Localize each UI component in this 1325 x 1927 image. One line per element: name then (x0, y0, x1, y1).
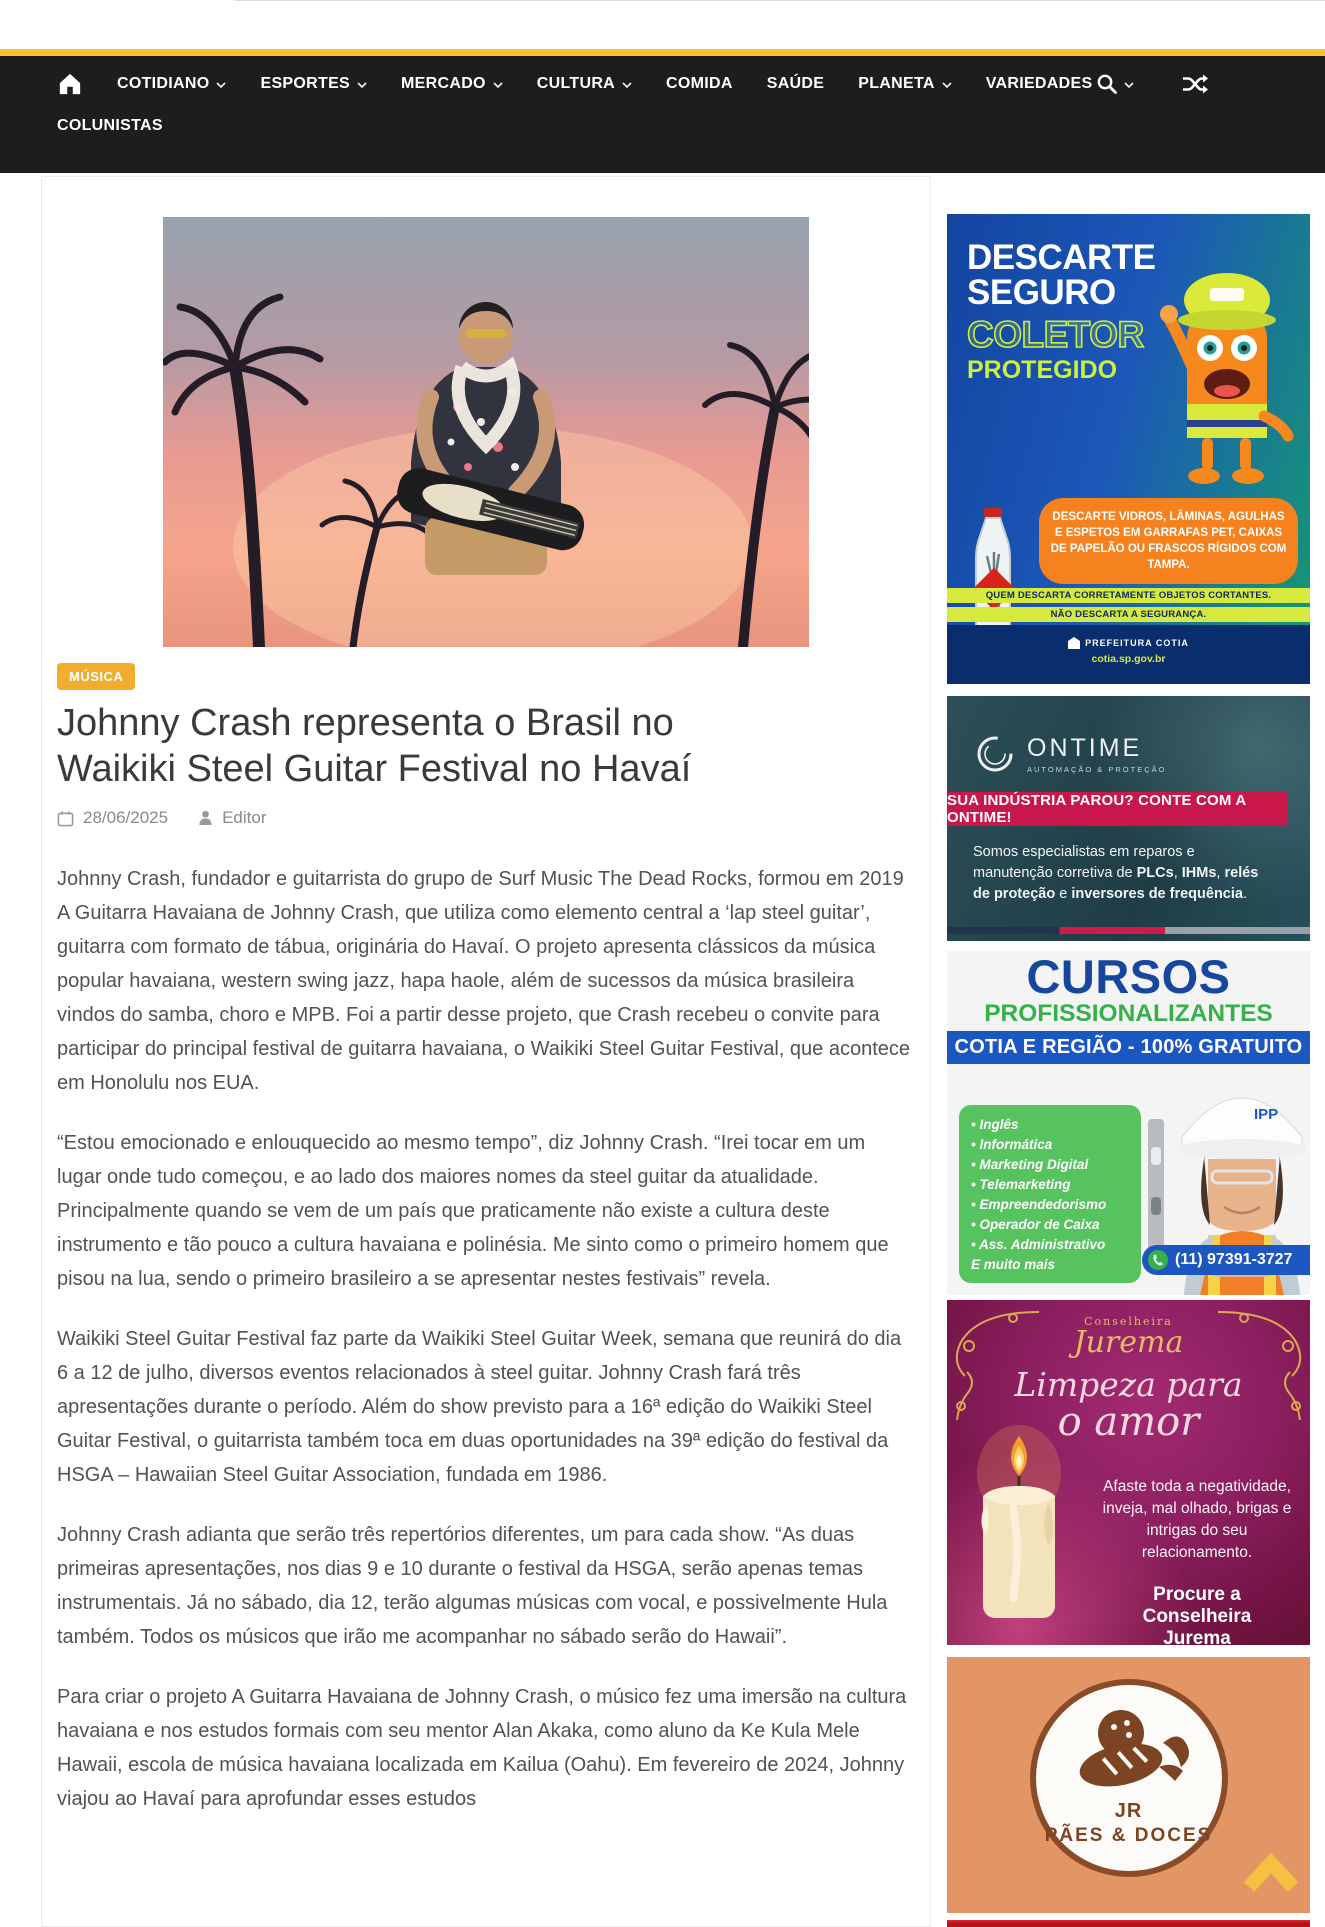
chevron-down-icon (216, 82, 226, 89)
nav-item-saude[interactable] (767, 75, 825, 93)
ad-banner: SUA INDÚSTRIA PAROU? CONTE COM A ONTIME! (947, 792, 1288, 826)
ad-headline (967, 240, 1156, 383)
ad-subtitle: PROFISSIONALIZANTES (984, 1000, 1273, 1027)
mascot-illustration (1152, 248, 1302, 488)
main-navbar (0, 56, 1325, 173)
carousel-progress-bar (947, 927, 1310, 934)
gold-ornament-icon (1214, 1306, 1304, 1426)
course-item: • Operador de Caixa (971, 1215, 1135, 1235)
ad-footer (947, 625, 1310, 684)
article-paragraph: Johnny Crash, fundador e guitarrista do grupo de Surf Music The Dead Rocks, formou em 2019 A Guitarra Havaiana de Johnny Crash, que utiliza como elemento central a ‘lap steel guitar’, guitarra com formato de tábua, originária do Havaí. O projeto apresenta clássicos da música popular havaiana, western swing jazz, hapa haole, além de sucessos da música brasileira vindos do samba, choro e MPB. Foi a partir desse projeto, que Crash recebeu o convite para participar do principal festival de guitarra havaiana, o Waikiki Steel Guitar Festival, que acontece em Honolulu nos EUA. (57, 868, 911, 1094)
search-button[interactable] (1096, 73, 1134, 95)
ad-descarte-seguro[interactable] (947, 214, 1310, 684)
article-date: 28/06/2025 (83, 808, 169, 827)
article-paragraph: Johnny Crash adianta que serão três repertórios diferentes, um para cada show. “As duas primeiras apresentações, nos dias 9 e 10 durante o festival da HSGA, serão apenas temas instrumentais. Já no sábado, dia 12, terão algumas músicas com vocal, e possivelmente Hula também. Todos os músicos que irão me acompanhar no sábado serão do Hawaii”. (57, 1524, 888, 1648)
user-icon (198, 810, 213, 826)
home-button[interactable] (57, 72, 83, 96)
nav-item-cultura[interactable] (537, 75, 632, 93)
nav-row-1 (0, 56, 1325, 96)
course-item: • Informática (971, 1135, 1135, 1155)
nav-item-planeta[interactable] (858, 75, 951, 93)
top-divider (235, 0, 1325, 1)
bread-icon (1059, 1707, 1199, 1793)
category-badge[interactable]: MÚSICA (57, 663, 135, 690)
ontime-ring-icon (973, 732, 1017, 776)
course-list (971, 1115, 1135, 1275)
bakery-initials: JR (1114, 1800, 1143, 1822)
ad-text: SEGURO (967, 273, 1116, 312)
article-meta (57, 808, 915, 828)
ad-title: CURSOS (1026, 951, 1231, 1003)
bakery-logo-circle (1030, 1679, 1228, 1877)
article-paragraph: Waikiki Steel Guitar Festival faz parte da Waikiki Steel Guitar Week, semana que reunirá do dia 6 a 12 de julho, diversos eventos relacionados à steel guitar. Johnny Crash fará três apresentações durante o período. Além do show previsto para a 16ª edição do Waikiki Steel Guitar Festival, o guitarrista também toca em duas oportunidades na 39ª edição do festival da HSGA – Hawaiian Steel Guitar Association, fundada em 1986. (57, 1328, 902, 1486)
course-item: • Inglês (971, 1115, 1135, 1135)
course-item: • Marketing Digital (971, 1155, 1135, 1175)
nav-label: COTIDIANO (117, 75, 210, 92)
course-item: E muito mais (971, 1257, 1056, 1272)
chevron-down-icon (493, 82, 503, 89)
city-emblem-icon (1068, 637, 1080, 649)
nav-item-mercado[interactable] (401, 75, 503, 93)
ad-text: PROTEGIDO (967, 356, 1118, 384)
nav-label: SAÚDE (766, 75, 825, 92)
nav-label: COLUNISTAS (57, 117, 163, 134)
nav-label: COMIDA (666, 75, 733, 92)
ad-body: Afaste toda a negatividade, inveja, mal olhado, brigas e intrigas do seu relacionamento. (1102, 1478, 1292, 1561)
nav-item-esportes[interactable] (260, 75, 367, 93)
search-icon (1096, 73, 1118, 95)
nav-item-colunistas[interactable] (57, 117, 1325, 135)
article-card (41, 176, 931, 1927)
calendar-icon (57, 810, 74, 827)
course-item: • Ass. Administrativo (971, 1235, 1135, 1255)
ad-tagline: AUTOMAÇÃO & PROTEÇÃO (1027, 765, 1167, 774)
nav-label: PLANETA (858, 75, 935, 92)
ad-cta: Procure a Conselheira Jurema (1142, 1584, 1252, 1645)
org-name (947, 637, 1310, 649)
scroll-top-icon (1242, 1846, 1300, 1892)
ad-cursos-profissionalizantes[interactable] (947, 951, 1310, 1295)
shuffle-icon (1182, 73, 1208, 95)
ad-text: COLETOR (967, 314, 1144, 355)
article-featured-image (163, 217, 809, 647)
whatsapp-phone-banner (1142, 1245, 1310, 1275)
site-url: cotia.sp.gov.br (1091, 653, 1166, 665)
ad-strip: NÃO DESCARTA A SEGURANÇA. (947, 607, 1310, 622)
accent-bar (0, 49, 1325, 56)
nav-item-comida[interactable] (666, 75, 733, 93)
ad-ontime[interactable] (947, 696, 1310, 941)
gold-ornament-icon (953, 1306, 1043, 1426)
nav-row-2 (0, 96, 1325, 135)
ad-title: Limpeza para (1014, 1365, 1243, 1404)
course-item: • Empreendedorismo (971, 1195, 1135, 1215)
chevron-down-icon (622, 82, 632, 89)
course-item: • Telemarketing (971, 1175, 1135, 1195)
course-list-panel (959, 1105, 1141, 1283)
ad-text: PREFEITURA COTIA (1085, 638, 1189, 648)
ad-text: Jurema (1073, 1325, 1184, 1360)
nav-label: VARIEDADES (985, 75, 1093, 92)
nav-item-cotidiano[interactable] (117, 75, 226, 93)
home-icon (57, 72, 83, 96)
article-title: Johnny Crash representa o Brasil no Waikiki Steel Guitar Festival no Havaí (57, 702, 692, 790)
random-post-button[interactable] (1182, 73, 1208, 95)
chevron-down-icon (942, 82, 952, 89)
ontime-logo (973, 732, 1166, 776)
chevron-down-icon (1124, 82, 1134, 89)
nav-label: MERCADO (401, 75, 486, 92)
article-paragraph: “Estou emocionado e enlouquecido ao mesmo tempo”, diz Johnny Crash. “Irei tocar em um lugar onde tudo começou, e ao lado dos maiores nomes da steel guitar da atualidade. Principalmente quando se vem de um país que praticamente não existe a cultura deste instrumento e tão pouco a cultura havaiana e polinésia. Me sinto como o primeiro homem que pisou na lua, sendo o primeiro brasileiro a se apresentar nestes festivais” revela. (57, 1132, 889, 1290)
article-author-link[interactable]: Editor (222, 808, 267, 827)
nav-label: ESPORTES (260, 75, 351, 92)
candle-illustration (957, 1418, 1087, 1633)
ad-title: o amor (1057, 1399, 1200, 1445)
ad-conselheira-jurema[interactable] (947, 1300, 1310, 1645)
whatsapp-icon (1147, 1249, 1169, 1271)
bakery-name: PÃES & DOCES (1044, 1825, 1213, 1846)
ad-body: Somos especialistas em reparos e manutenção corretiva de PLCs, IHMs, relés de proteção e inversores de frequência. (973, 844, 1259, 902)
helmet-logo-text: IPP (1254, 1106, 1279, 1123)
ad-callout: DESCARTE VIDROS, LÂMINAS, AGULHAS E ESPETOS EM GARRAFAS PET, CAIXAS DE PAPELÃO OU FRASCOS RÍGIDOS COM TAMPA. (1039, 498, 1298, 584)
ad-partial-bottom[interactable] (947, 1920, 1310, 1927)
article-paragraph: Para criar o projeto A Guitarra Havaiana de Johnny Crash, o músico fez uma imersão na cultura havaiana e nos estudos formais com seu mentor Alan Akaka, como aluno da Ke Kula Mele Hawaii, escola de música havaiana localizada em Kailua (Oahu). Em fevereiro de 2024, Johnny viajou ao Havaí para aprofundar esses estudos (57, 1686, 907, 1810)
phone-number: (11) 97391-3727 (1175, 1251, 1293, 1268)
ad-text: DESCARTE (967, 238, 1156, 277)
nav-item-variedades[interactable] (986, 75, 1093, 93)
nav-label: CULTURA (536, 75, 616, 92)
chevron-down-icon (357, 82, 367, 89)
ad-text: Conselheira (1084, 1315, 1173, 1328)
scroll-to-top-button[interactable] (1242, 1846, 1300, 1892)
ad-banner: COTIA E REGIÃO - 100% GRATUITO (947, 1031, 1310, 1064)
ad-strip: QUEM DESCARTA CORRETAMENTE OBJETOS CORTANTES. (947, 588, 1310, 603)
ad-brand: ONTIME (1027, 734, 1143, 762)
